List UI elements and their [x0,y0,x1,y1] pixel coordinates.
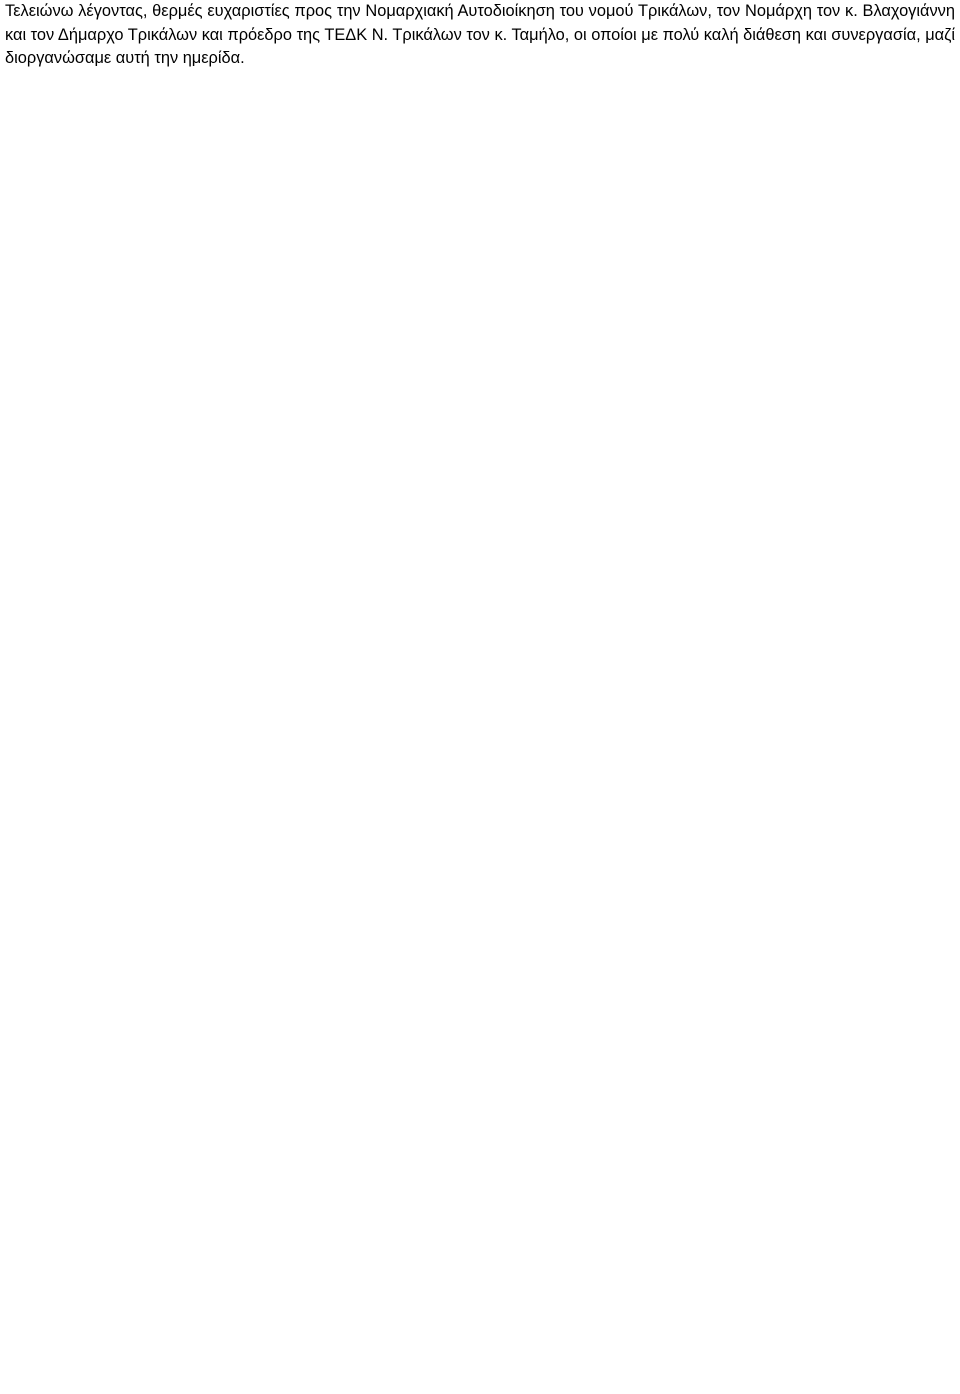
closing-thanks-paragraph: Τελειώνω λέγοντας, θερμές ευχαριστίες προς την Νομαρχιακή Αυτοδιοίκηση του νομού Τρικάλων, τον Νομάρχη τον κ. Βλαχογιάννη και τον Δήμαρχο Τρικάλων και πρόεδρο της ΤΕΔΚ Ν. Τρικάλων τον κ. Ταμήλο, οι οποίοι με πολύ καλή διάθεση και συνεργασία, μαζί διοργανώσαμε αυτή την ημερίδα. [5,2,955,68]
